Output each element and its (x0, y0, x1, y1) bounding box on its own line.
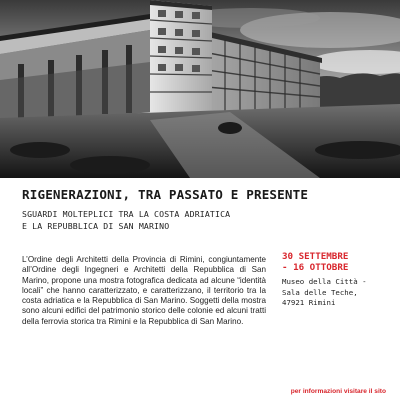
subtitle-line-1: SGUARDI MOLTEPLICI TRA LA COSTA ADRIATICA (22, 209, 231, 219)
exhibition-description: L’Ordine degli Architetti della Provincia di Rimini, congiuntamente all’Ordine degli Ingegneri e Architetti della Repubblica di San Marino, propone una mostra fotografica dedicata ad alcune “identità locali” che hanno caratterizzato, e caratterizzano, il territorio tra la costa adriatica e la Repubblica di San Marino. Soggetti della mostra sono alcuni edifici del patrimonio storico delle colonie ed alcuni tratti della ferrovia storica tra Rimini e la Repubblica di San Marino. (22, 255, 266, 326)
venue-line-1: Museo della Città - (282, 277, 367, 286)
subtitle-line-2: E LA REPUBBLICA DI SAN MARINO (22, 220, 170, 231)
exhibition-subtitle (22, 209, 392, 232)
building-photo (0, 0, 400, 178)
venue-line-2: Sala delle Teche, (282, 287, 358, 297)
date-start: 30 SETTEMBRE (282, 251, 349, 262)
exhibition-title: RIGENERAZIONI, TRA PASSATO E PRESENTE (22, 187, 309, 202)
info-website-link[interactable]: per informazioni visitare il sito (290, 388, 386, 395)
exhibition-dates (282, 251, 394, 273)
venue-line-3: 47921 Rimini (282, 298, 336, 307)
exhibition-venue (282, 277, 394, 309)
date-end: - 16 OTTOBRE (282, 262, 349, 273)
